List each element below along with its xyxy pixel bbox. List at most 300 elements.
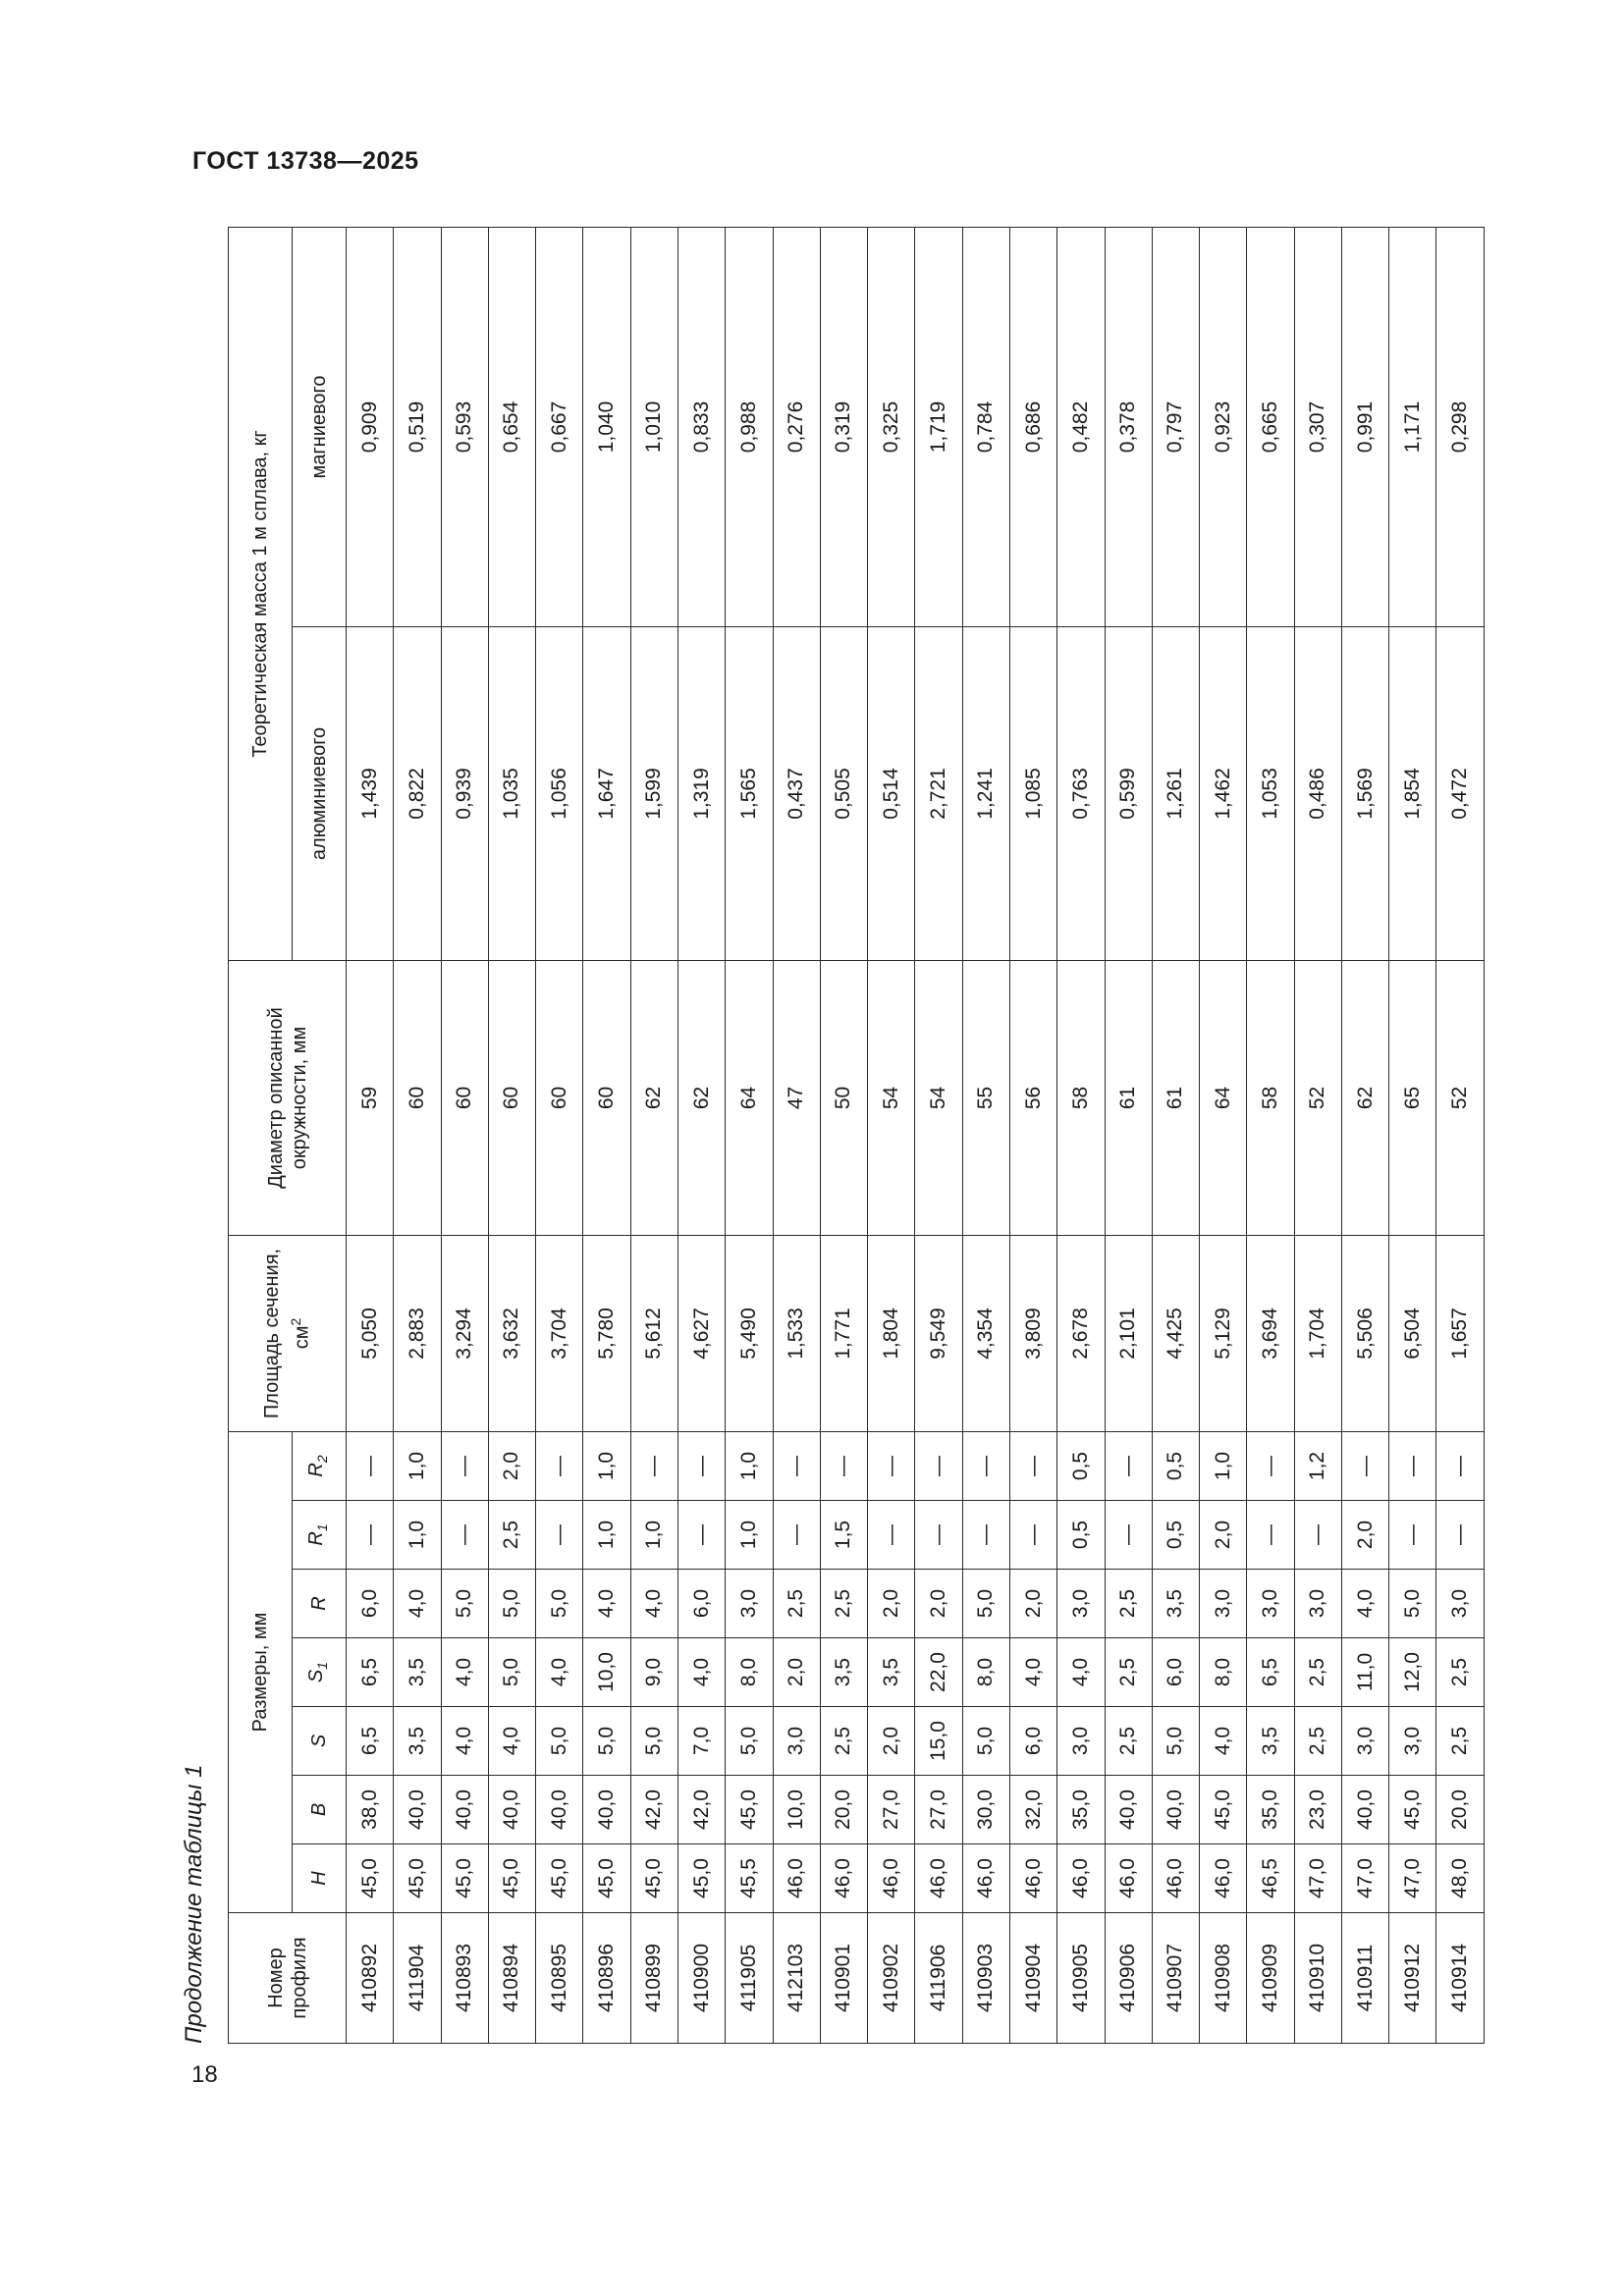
table-row xyxy=(441,227,488,2043)
table-cell: 52 xyxy=(1436,960,1485,1235)
table-cell: 1,0 xyxy=(1200,1431,1247,1500)
table-cell: — xyxy=(441,1431,488,1500)
table-cell: 410899 xyxy=(630,1913,677,2044)
page-number: 18 xyxy=(191,2061,218,2088)
table-cell: 3,632 xyxy=(488,1235,535,1431)
table-row xyxy=(1294,227,1341,2043)
table-cell: 59 xyxy=(347,960,394,1235)
table-cell: 2,5 xyxy=(1436,1638,1485,1707)
table-cell: 8,0 xyxy=(1200,1638,1247,1707)
table-cell: 0,665 xyxy=(1247,227,1294,626)
table-cell: 5,0 xyxy=(630,1707,677,1776)
table-cell: 2,721 xyxy=(915,626,962,960)
header-diameter: Диаметр описанной окружности, мм xyxy=(229,960,347,1235)
table-row xyxy=(1057,227,1105,2043)
table-cell: 2,0 xyxy=(1341,1501,1388,1570)
table-cell: 0,667 xyxy=(536,227,583,626)
header-r2 xyxy=(293,1431,347,1500)
table-cell: 3,0 xyxy=(773,1707,820,1776)
table-cell: 45,0 xyxy=(1389,1776,1436,1844)
table-cell: 2,0 xyxy=(488,1431,535,1500)
table-cell: 45,0 xyxy=(630,1844,677,1913)
table-cell: 60 xyxy=(583,960,630,1235)
header-s1-sub: 1 xyxy=(314,1661,330,1670)
table-cell: 1,0 xyxy=(394,1431,441,1500)
table-cell: 1,599 xyxy=(630,626,677,960)
table-cell: 30,0 xyxy=(962,1776,1009,1844)
table-cell: 3,0 xyxy=(726,1570,773,1638)
table-cell: — xyxy=(536,1431,583,1500)
table-cell: 410907 xyxy=(1152,1913,1199,2044)
table-cell: 0,472 xyxy=(1436,626,1485,960)
header-area-sup: 2 xyxy=(288,1317,304,1326)
table-cell: 2,5 xyxy=(1105,1638,1152,1707)
table-cell: 410910 xyxy=(1294,1913,1341,2044)
table-row xyxy=(536,227,583,2043)
table-cell: 410909 xyxy=(1247,1913,1294,2044)
table-cell: 410893 xyxy=(441,1913,488,2044)
table-cell: 45,0 xyxy=(488,1844,535,1913)
table-cell: 2,0 xyxy=(868,1570,915,1638)
table-cell: 50 xyxy=(820,960,867,1235)
table-row xyxy=(1247,227,1294,2043)
table-cell: 42,0 xyxy=(677,1776,725,1844)
table-cell: 45,0 xyxy=(583,1844,630,1913)
table-cell: 410892 xyxy=(347,1913,394,2044)
table-cell: 0,486 xyxy=(1294,626,1341,960)
table-cell: 1,171 xyxy=(1389,227,1436,626)
profiles-table xyxy=(228,227,1485,2044)
header-r1-base: R xyxy=(305,1531,327,1546)
table-row xyxy=(1436,227,1485,2043)
table-cell: 3,0 xyxy=(1057,1707,1105,1776)
table-cell: 42,0 xyxy=(630,1776,677,1844)
table-cell: 6,5 xyxy=(347,1638,394,1707)
table-cell: 410896 xyxy=(583,1913,630,2044)
table-cell: — xyxy=(1105,1431,1152,1500)
table-cell: 3,704 xyxy=(536,1235,583,1431)
table-cell: 1,569 xyxy=(1341,626,1388,960)
table-cell: 47,0 xyxy=(1341,1844,1388,1913)
table-cell: 5,612 xyxy=(630,1235,677,1431)
header-magnesium: магниевого xyxy=(293,227,347,626)
table-cell: 410894 xyxy=(488,1913,535,2044)
table-cell: 2,883 xyxy=(394,1235,441,1431)
table-row xyxy=(1009,227,1056,2043)
table-cell: 22,0 xyxy=(915,1638,962,1707)
table-cell: 1,085 xyxy=(1009,626,1056,960)
table-cell: 4,0 xyxy=(441,1707,488,1776)
table-cell: 411906 xyxy=(915,1913,962,2044)
table-cell: 45,0 xyxy=(536,1844,583,1913)
table-cell: 410901 xyxy=(820,1913,867,2044)
table-cell: 0,784 xyxy=(962,227,1009,626)
table-cell: 27,0 xyxy=(868,1776,915,1844)
table-cell: 35,0 xyxy=(1057,1776,1105,1844)
table-cell: 0,276 xyxy=(773,227,820,626)
table-cell: 46,0 xyxy=(773,1844,820,1913)
table-cell: 40,0 xyxy=(1152,1776,1199,1844)
table-cell: 5,506 xyxy=(1341,1235,1388,1431)
table-cell: 1,533 xyxy=(773,1235,820,1431)
table-cell: 2,5 xyxy=(488,1501,535,1570)
table-cell: 0,939 xyxy=(441,626,488,960)
table-cell: — xyxy=(347,1431,394,1500)
table-cell: 45,5 xyxy=(726,1844,773,1913)
table-cell: 60 xyxy=(536,960,583,1235)
header-b: B xyxy=(293,1776,347,1844)
table-cell: 4,0 xyxy=(441,1638,488,1707)
table-cell: 46,0 xyxy=(1057,1844,1105,1913)
table-cell: 45,0 xyxy=(1200,1776,1247,1844)
table-cell: 64 xyxy=(726,960,773,1235)
table-cell: 0,822 xyxy=(394,626,441,960)
header-area xyxy=(229,1235,347,1431)
table-cell: 0,988 xyxy=(726,227,773,626)
table-cell: — xyxy=(1389,1431,1436,1500)
table-cell: 3,294 xyxy=(441,1235,488,1431)
table-cell: 46,0 xyxy=(1200,1844,1247,1913)
table-cell: — xyxy=(1341,1431,1388,1500)
table-row xyxy=(773,227,820,2043)
table-cell: 5,0 xyxy=(488,1638,535,1707)
table-cell: 46,0 xyxy=(1152,1844,1199,1913)
table-cell: 3,5 xyxy=(394,1707,441,1776)
table-cell: 9,549 xyxy=(915,1235,962,1431)
table-cell: 58 xyxy=(1057,960,1105,1235)
table-cell: 4,627 xyxy=(677,1235,725,1431)
table-cell: 60 xyxy=(394,960,441,1235)
table-cell: 410905 xyxy=(1057,1913,1105,2044)
table-cell: 412103 xyxy=(773,1913,820,2044)
table-cell: — xyxy=(1389,1501,1436,1570)
table-cell: 2,678 xyxy=(1057,1235,1105,1431)
table-cell: 3,0 xyxy=(1389,1707,1436,1776)
table-cell: 47,0 xyxy=(1294,1844,1341,1913)
table-cell: 1,040 xyxy=(583,227,630,626)
table-cell: 3,809 xyxy=(1009,1235,1056,1431)
header-row-1 xyxy=(229,227,293,2043)
header-r2-base: R xyxy=(305,1463,327,1477)
table-cell: 3,694 xyxy=(1247,1235,1294,1431)
table-cell: 0,763 xyxy=(1057,626,1105,960)
table-cell: — xyxy=(962,1431,1009,1500)
table-cell: 4,0 xyxy=(1057,1638,1105,1707)
table-cell: 410902 xyxy=(868,1913,915,2044)
table-cell: 46,0 xyxy=(915,1844,962,1913)
table-cell: 40,0 xyxy=(583,1776,630,1844)
table-cell: 27,0 xyxy=(915,1776,962,1844)
table-cell: 0,797 xyxy=(1152,227,1199,626)
table-cell: — xyxy=(915,1431,962,1500)
table-cell: 4,0 xyxy=(394,1570,441,1638)
table-cell: 5,0 xyxy=(962,1570,1009,1638)
table-cell: 0,319 xyxy=(820,227,867,626)
header-area-text: Площадь сечения, см xyxy=(261,1248,313,1419)
table-cell: 1,565 xyxy=(726,626,773,960)
table-cell: 0,307 xyxy=(1294,227,1341,626)
table-cell: — xyxy=(677,1431,725,1500)
table-cell: 5,0 xyxy=(726,1707,773,1776)
header-s: S xyxy=(293,1707,347,1776)
table-cell: 1,0 xyxy=(726,1501,773,1570)
table-cell: 1,647 xyxy=(583,626,630,960)
table-cell: 65 xyxy=(1389,960,1436,1235)
table-cell: 2,0 xyxy=(915,1570,962,1638)
table-row xyxy=(394,227,441,2043)
table-cell: 0,599 xyxy=(1105,626,1152,960)
table-row xyxy=(868,227,915,2043)
table-cell: 1,439 xyxy=(347,626,394,960)
table-cell: 40,0 xyxy=(1105,1776,1152,1844)
table-cell: 1,5 xyxy=(820,1501,867,1570)
table-cell: 45,0 xyxy=(394,1844,441,1913)
table-row xyxy=(915,227,962,2043)
table-cell: 23,0 xyxy=(1294,1776,1341,1844)
table-cell: 5,780 xyxy=(583,1235,630,1431)
table-cell: 5,0 xyxy=(488,1570,535,1638)
table-cell: — xyxy=(773,1501,820,1570)
table-cell: 3,5 xyxy=(1152,1570,1199,1638)
table-cell: 11,0 xyxy=(1341,1638,1388,1707)
table-cell: 0,909 xyxy=(347,227,394,626)
table-row xyxy=(1341,227,1388,2043)
table-cell: 410912 xyxy=(1389,1913,1436,2044)
header-dimensions: Размеры, мм xyxy=(229,1431,293,1912)
table-cell: 5,0 xyxy=(1152,1707,1199,1776)
table-body xyxy=(347,227,1485,2043)
table-cell: 410903 xyxy=(962,1913,1009,2044)
table-cell: 61 xyxy=(1105,960,1152,1235)
table-cell: 4,0 xyxy=(1341,1570,1388,1638)
table-cell: 2,5 xyxy=(820,1707,867,1776)
table-cell: 0,514 xyxy=(868,626,915,960)
table-cell: — xyxy=(1436,1431,1485,1500)
table-cell: 3,0 xyxy=(1341,1707,1388,1776)
table-cell: 4,0 xyxy=(583,1570,630,1638)
table-cell: 410914 xyxy=(1436,1913,1485,2044)
table-cell: 40,0 xyxy=(1341,1776,1388,1844)
table-cell: 6,0 xyxy=(1152,1638,1199,1707)
table-cell: 410904 xyxy=(1009,1913,1056,2044)
table-cell: 2,5 xyxy=(773,1570,820,1638)
table-cell: 411905 xyxy=(726,1913,773,2044)
table-cell: 410911 xyxy=(1341,1913,1388,2044)
table-cell: 1,704 xyxy=(1294,1235,1341,1431)
rotated-table-block xyxy=(181,228,1485,2044)
table-cell: 6,504 xyxy=(1389,1235,1436,1431)
table-cell: 0,654 xyxy=(488,227,535,626)
table-cell: 5,129 xyxy=(1200,1235,1247,1431)
table-cell: 4,0 xyxy=(1009,1638,1056,1707)
table-cell: 40,0 xyxy=(536,1776,583,1844)
table-cell: 0,5 xyxy=(1057,1431,1105,1500)
table-cell: 2,0 xyxy=(1009,1570,1056,1638)
table-cell: 46,5 xyxy=(1247,1844,1294,1913)
table-cell: 1,657 xyxy=(1436,1235,1485,1431)
table-cell: 4,0 xyxy=(630,1570,677,1638)
table-cell: 54 xyxy=(915,960,962,1235)
table-cell: 0,378 xyxy=(1105,227,1152,626)
table-cell: 46,0 xyxy=(962,1844,1009,1913)
table-cell: 1,053 xyxy=(1247,626,1294,960)
table-cell: 20,0 xyxy=(820,1776,867,1844)
table-cell: 46,0 xyxy=(1105,1844,1152,1913)
header-r1 xyxy=(293,1501,347,1570)
header-aluminum: алюминиевого xyxy=(293,626,347,960)
header-h: H xyxy=(293,1844,347,1913)
table-cell: 4,425 xyxy=(1152,1235,1199,1431)
table-row xyxy=(1105,227,1152,2043)
table-cell: 3,0 xyxy=(1057,1570,1105,1638)
table-row xyxy=(677,227,725,2043)
table-cell: — xyxy=(536,1501,583,1570)
table-cell: 3,5 xyxy=(1247,1707,1294,1776)
table-cell: 1,854 xyxy=(1389,626,1436,960)
table-cell: 0,5 xyxy=(1152,1501,1199,1570)
table-cell: 32,0 xyxy=(1009,1776,1056,1844)
table-cell: 62 xyxy=(630,960,677,1235)
table-cell: 1,010 xyxy=(630,227,677,626)
table-row xyxy=(1200,227,1247,2043)
table-cell: 20,0 xyxy=(1436,1776,1485,1844)
table-cell: 1,462 xyxy=(1200,626,1247,960)
table-cell: 1,319 xyxy=(677,626,725,960)
table-cell: — xyxy=(773,1431,820,1500)
table-cell: 2,0 xyxy=(868,1707,915,1776)
table-cell: 1,0 xyxy=(630,1501,677,1570)
table-cell: 47 xyxy=(773,960,820,1235)
table-cell: 3,0 xyxy=(1294,1570,1341,1638)
table-cell: 62 xyxy=(677,960,725,1235)
table-cell: 0,519 xyxy=(394,227,441,626)
table-cell: 4,0 xyxy=(536,1638,583,1707)
table-cell: 1,771 xyxy=(820,1235,867,1431)
table-cell: 5,0 xyxy=(583,1707,630,1776)
table-cell: 0,686 xyxy=(1009,227,1056,626)
table-cell: 1,2 xyxy=(1294,1431,1341,1500)
table-cell: 2,5 xyxy=(1436,1707,1485,1776)
table-cell: 5,0 xyxy=(536,1570,583,1638)
table-cell: 1,261 xyxy=(1152,626,1199,960)
table-cell: 48,0 xyxy=(1436,1844,1485,1913)
table-cell: 5,490 xyxy=(726,1235,773,1431)
table-cell: 5,050 xyxy=(347,1235,394,1431)
table-cell: 58 xyxy=(1247,960,1294,1235)
table-cell: 5,0 xyxy=(962,1707,1009,1776)
table-cell: 40,0 xyxy=(441,1776,488,1844)
table-cell: 1,804 xyxy=(868,1235,915,1431)
table-cell: 45,0 xyxy=(677,1844,725,1913)
table-cell: 3,5 xyxy=(868,1638,915,1707)
table-cell: 6,0 xyxy=(1009,1707,1056,1776)
header-s1-base: S xyxy=(305,1669,327,1683)
table-cell: — xyxy=(1009,1501,1056,1570)
table-cell: 410900 xyxy=(677,1913,725,2044)
document-header: ГОСТ 13738—2025 xyxy=(192,147,419,175)
table-cell: 0,833 xyxy=(677,227,725,626)
table-cell: 45,0 xyxy=(441,1844,488,1913)
table-cell: 0,505 xyxy=(820,626,867,960)
table-cell: 35,0 xyxy=(1247,1776,1294,1844)
header-mass: Теоретическая масса 1 м сплава, кг xyxy=(229,227,293,960)
table-cell: 2,0 xyxy=(773,1638,820,1707)
table-cell: 4,0 xyxy=(677,1638,725,1707)
table-cell: — xyxy=(820,1431,867,1500)
table-cell: 411904 xyxy=(394,1913,441,2044)
table-cell: 6,0 xyxy=(347,1570,394,1638)
table-cell: 5,0 xyxy=(441,1570,488,1638)
table-cell: 2,5 xyxy=(820,1570,867,1638)
table-cell: 4,0 xyxy=(488,1707,535,1776)
table-cell: 4,0 xyxy=(1200,1707,1247,1776)
table-row xyxy=(726,227,773,2043)
table-cell: 2,0 xyxy=(1200,1501,1247,1570)
table-cell: — xyxy=(1247,1431,1294,1500)
table-cell: 1,0 xyxy=(583,1431,630,1500)
table-cell: 5,0 xyxy=(1389,1570,1436,1638)
table-cell: 46,0 xyxy=(1009,1844,1056,1913)
table-cell: 410895 xyxy=(536,1913,583,2044)
table-cell: 3,0 xyxy=(1200,1570,1247,1638)
table-cell: 0,5 xyxy=(1057,1501,1105,1570)
table-cell: 60 xyxy=(488,960,535,1235)
table-cell: 5,0 xyxy=(536,1707,583,1776)
table-row xyxy=(347,227,394,2043)
table-cell: — xyxy=(677,1501,725,1570)
header-r: R xyxy=(293,1570,347,1638)
table-cell: 1,0 xyxy=(583,1501,630,1570)
table-cell: 6,5 xyxy=(1247,1638,1294,1707)
table-cell: 10,0 xyxy=(583,1638,630,1707)
table-cell: 1,0 xyxy=(394,1501,441,1570)
table-cell: 0,991 xyxy=(1341,227,1388,626)
table-cell: 10,0 xyxy=(773,1776,820,1844)
table-cell: — xyxy=(630,1431,677,1500)
table-cell: — xyxy=(441,1501,488,1570)
table-row xyxy=(820,227,867,2043)
table-cell: 6,5 xyxy=(347,1707,394,1776)
table-cell: 61 xyxy=(1152,960,1199,1235)
table-caption: Продолжение таблицы 1 xyxy=(181,1764,207,2044)
table-cell: 40,0 xyxy=(394,1776,441,1844)
table-row xyxy=(962,227,1009,2043)
table-cell: 1,035 xyxy=(488,626,535,960)
table-cell: 12,0 xyxy=(1389,1638,1436,1707)
table-cell: 0,5 xyxy=(1152,1431,1199,1500)
table-cell: 2,5 xyxy=(1105,1570,1152,1638)
table-cell: 38,0 xyxy=(347,1776,394,1844)
table-cell: 64 xyxy=(1200,960,1247,1235)
table-cell: — xyxy=(1009,1431,1056,1500)
table-cell: 54 xyxy=(868,960,915,1235)
table-cell: 3,0 xyxy=(1247,1570,1294,1638)
table-cell: 15,0 xyxy=(915,1707,962,1776)
table-cell: — xyxy=(1436,1501,1485,1570)
table-cell: 3,0 xyxy=(1436,1570,1485,1638)
table-cell: 410906 xyxy=(1105,1913,1152,2044)
table-cell: — xyxy=(962,1501,1009,1570)
table-cell: 2,5 xyxy=(1105,1707,1152,1776)
table-cell: 56 xyxy=(1009,960,1056,1235)
table-cell: 55 xyxy=(962,960,1009,1235)
table-cell: — xyxy=(347,1501,394,1570)
table-cell: 3,5 xyxy=(394,1638,441,1707)
table-row xyxy=(1389,227,1436,2043)
table-cell: 45,0 xyxy=(347,1844,394,1913)
table-cell: 410908 xyxy=(1200,1913,1247,2044)
table-cell: 62 xyxy=(1341,960,1388,1235)
